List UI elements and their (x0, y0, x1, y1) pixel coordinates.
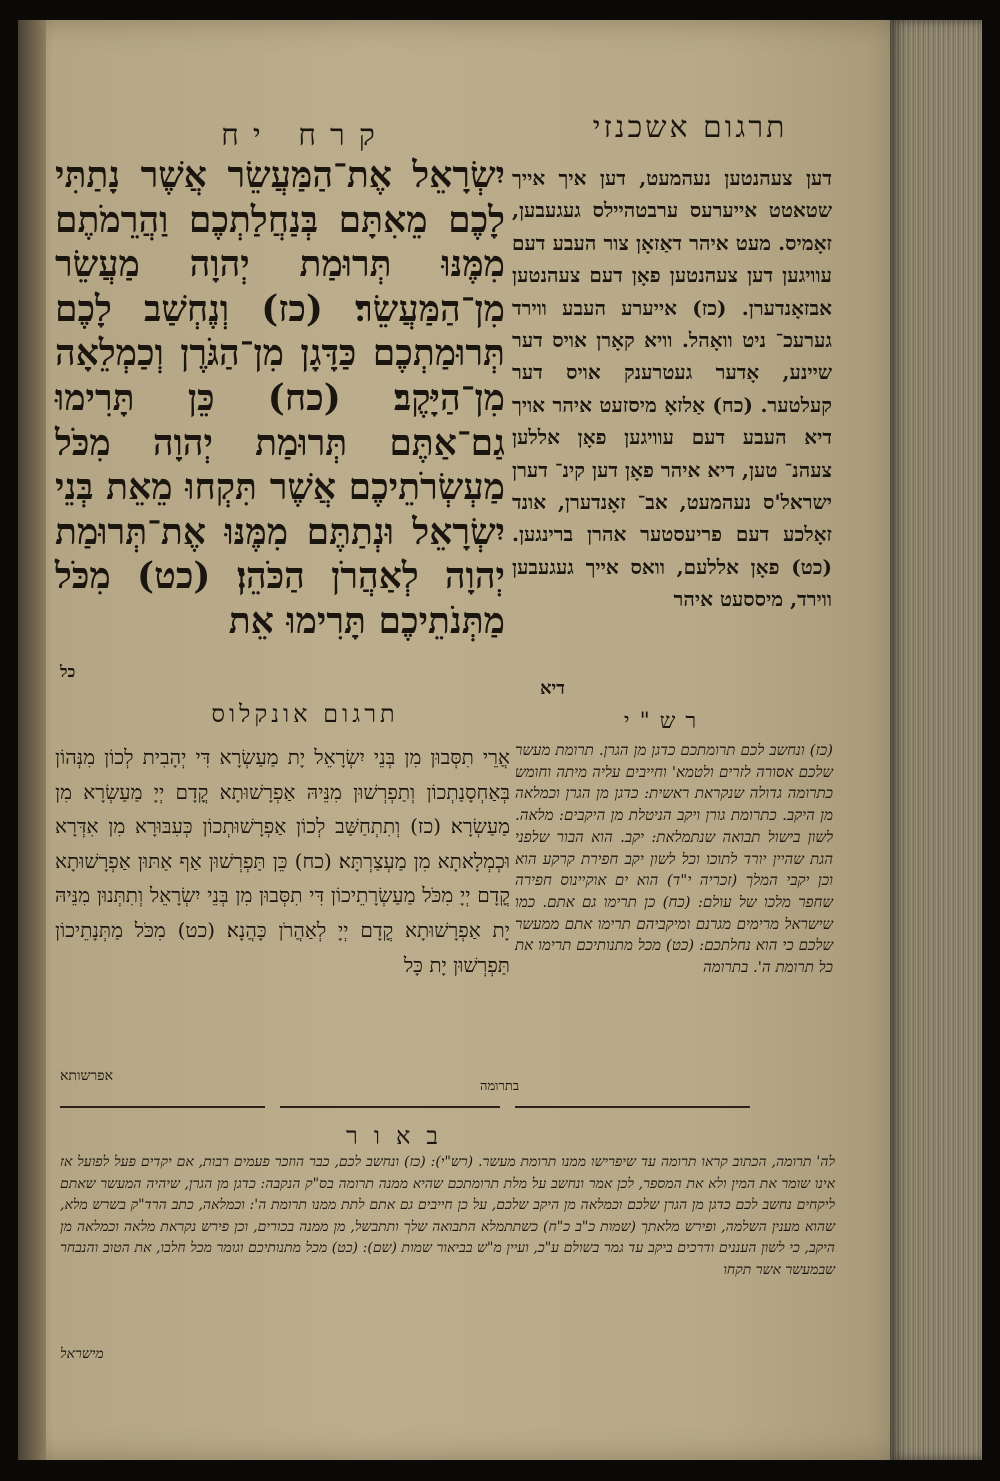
onkelos-catchword: אפרשותא (60, 1068, 114, 1084)
biur-heading: באור (346, 1122, 454, 1150)
rashi-heading: רש"י (623, 709, 707, 734)
page-edges (890, 20, 982, 1460)
targum-ashkenazi-heading: תרגום אשכנזי (592, 110, 788, 145)
verse-catchword: כל (60, 662, 76, 681)
torah-verse-text: יִשְׂרָאֵל אֶת־הַמַּעֲשֵׂר אֲשֶׁר נָתַתִּי לָכֶם מֵאִתָּם בְּנַחֲלַתְכֶם וַהֲרֵמֹתֶם מִמֶּנּוּ תְּרוּמַת יְהוָה מַעֲשֵׂר מִן־הַמַּעֲשֵׂר׃ (כז) וְנֶחְשַׁב לָכֶם תְּרוּמַתְכֶם כַּדָּגָן מִן־הַגֹּרֶן וְכַמְלֵאָה מִן־הַיָּקֶב׃ (כח) כֵּן תָּרִימוּ גַם־אַתֶּם תְּרוּמַת יְהוָה מִכֹּל מַעְשְׂרֹתֵיכֶם אֲשֶׁר תִּקְחוּ מֵאֵת בְּנֵי יִשְׂרָאֵל וּנְתַתֶּם מִמֶּנּוּ אֶת־תְּרוּמַת יְהוָה לְאַהֲרֹן הַכֹּהֵן׃ (כט) מִכֹּל מַתְּנֹתֵיכֶם תָּרִימוּ אֵת (55, 154, 505, 642)
biur-catchword: מישראל (60, 1346, 104, 1362)
onkelos-heading: תרגום אונקלוס (211, 700, 399, 728)
running-head: קרח יח (221, 118, 389, 153)
yiddish-translation: דען צעהנטען נעהמעט, דען איך אייך שטאטט אייערעס ערבטהיילס געגעבען, זאָמיס. מעט איהר דאַזאָן צור העבע דעם עוויגען דען צעהנטען פאָן דעם צעהנטען אבזאָנדערן. (כז) אייערע העבע ווירד גערעכ־ ניט וואָהל. וויא קאָרן אויס דער שיינע, אָדער געטרענק אויס דער קעלטער. (כח) אַלזאָ מיסזעט איהר אויך דיא העבע דעם עוויגען פאָן אללען צעהנ־ טען, דיא איהר פאָן דען קינ־ דערן ישראל'ס נעהמעט, אב־ זאָנדערן, אונד זאָלכע דעם פריעסטער אהרן ברינגען. (כט) פאָן אללעם, וואס אייך געגעבען ווירד, מיססעט איהר (512, 166, 832, 612)
divider-rule-middle (280, 1106, 500, 1108)
biur-commentary: לה' תרומה, הכתוב קראו תרומה עד שיפרישו ממנו תרומת מעשר. (רש"י): (כז) ונחשב לכם, כבר הוזכר פעמים רבות, אם יקדים פעל לפועל אז אינו שומר את המין ולא את המספר, לכן אמר ונחשב על מלת תרומתכם שהיא ממנה תרומה בס"ק הנקבה: כדגן מן הגרן, שיהיה המעשר שאתם ליקחים נחשב לכם כדגן מן הגרן שלכם וכמלאה מן היקב שלכם, על כן חייבים גם אתם לתת ממנו תרומת ה': וכמלאה, כתב הרד"ק בשרש מלא, שהוא מענין השלמה, ופירש מלאתך (שמות כ"ב כ"ח) כשתתמלא התבואה שלך ותתבשל, מן ממנה בכורים, וכן פירש נקראת מלאה וכמלאה מן היקב, כי לשון העננים ודרכים ביקב עד גמר בשולם ע"כ, ועיין מ"ש בביאור שמות (שם): (כט) מכל מתנותיכם וגומר מכל חלבו, את הטוב והנבחר שבמעשר אשר תקחו (60, 1154, 835, 1278)
yiddish-catchword: דיא (540, 678, 565, 699)
onkelos-text: אֲרֵי תִסְּבוּן מִן בְּנֵי יִשְׂרָאֵל יָת מַעַשְׂרָא דִּי יְהָבִית לְכוֹן מִנְּהוֹן בְּאַחְסָנַתְכוֹן וְתַפְרְשׁוּן מִנֵּיהּ אַפְרָשׁוּתָא קֳדָם יְיָ מַעַשְׂרָא מִן מַעַשְׂרָא׃ (כז) וְתִתְחַשַּׁב לְכוֹן אַפְרָשׁוּתְכוֹן כְּעִבּוּרָא מִן אִדְּרָא וּכְמְלָאתָא מִן מַעְצַרְתָּא׃ (כח) כֵּן תַּפְרְשׁוּן אַף אַתּוּן אַפְרָשׁוּתָא קֳדָם יְיָ מִכֹּל מַעַשְׂרָתֵיכוֹן דִּי תִסְּבוּן מִן בְּנֵי יִשְׂרָאֵל וְתִתְּנוּן מִנֵּיהּ יָת אַפְרָשׁוּתָא קֳדָם יְיָ לְאַהֲרֹן כָּהֲנָא׃ (כט) מִכֹּל מַתְּנָתֵיכוֹן תַּפְרְשׁוּן יָת כָּל (55, 745, 510, 977)
rashi-catchword: בתרומה (480, 1079, 520, 1094)
divider-rule-left (60, 1106, 265, 1108)
rashi-commentary: (כז) ונחשב לכם תרומתכם כדגן מן הגרן. תרומת מעשר שלכם אסורה לזרים ולטמא' וחייבים עליה מיתה וחומש כתרומה גדולה שנקראת ראשית: כדגן מן הגרן וכמלאה מן היקב. כתרומת גורן ויקב הניטלת מן היקבים: מלאה. לשון בישול תבואה שנתמלאת: יקב. הוא הבור שלפני הגת שהיין יורד לתוכו וכל לשון יקב חפירת קרקע הוא וכן יקבי המלך (זכריה י"ד) הוא ים אוקיינוס חפירה שחפר מלכו של עולם: (כח) כן תרימו גם אתם. כמו שישראל מרימים מגרנם ומיקביהם תרימו אתם ממעשר שלכם כי הוא נחלתכם: (כט) מכל מתנותיכם תרימו את כל תרומת ה'. בתרומה (515, 741, 833, 977)
divider-rule-right (515, 1106, 750, 1108)
page-gutter (18, 20, 46, 1460)
